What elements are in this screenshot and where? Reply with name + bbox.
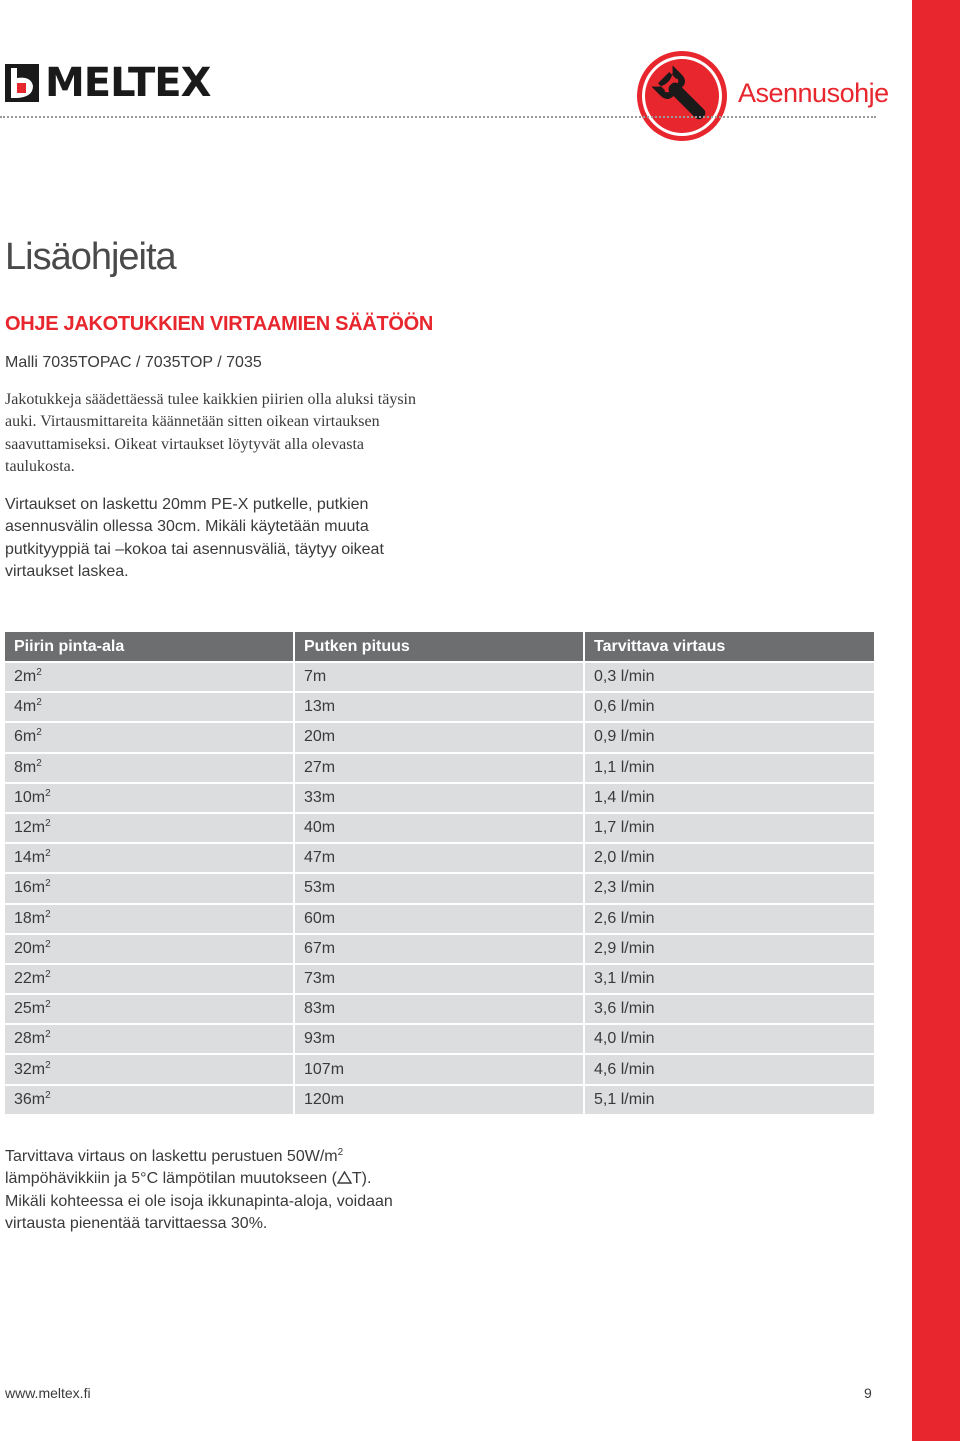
cell-area: $12m^2$ — [5, 812, 295, 842]
cell-length: 27m — [295, 752, 585, 782]
cell-flow: 0,3 l/min — [585, 661, 874, 691]
cell-flow: 2,3 l/min — [585, 872, 874, 902]
table-row — [5, 782, 874, 812]
table-row — [5, 691, 874, 721]
table-row — [5, 1053, 874, 1083]
cell-length: 73m — [295, 963, 585, 993]
cell-flow: 2,9 l/min — [585, 933, 874, 963]
note-superscript: 2 — [337, 1147, 344, 1158]
cell-area: $36m^2$ — [5, 1084, 295, 1114]
page-number: 9 — [864, 1385, 872, 1401]
calculation-paragraph: Virtaukset on laskettu 20mm PE-X putkelle, putkien asennusvälin ollessa 30cm. Mikäli käytetään muuta putkityyppiä tai –kokoa tai asennusväliä, täytyy oikeat virtaukset laskea. — [5, 496, 384, 580]
cell-flow: 1,4 l/min — [585, 782, 874, 812]
note-line1: Tarvittava virtaus on laskettu perustuen 50W/m — [5, 1148, 338, 1165]
footer-url[interactable]: www.meltex.fi — [5, 1385, 91, 1401]
cell-length: 33m — [295, 782, 585, 812]
cell-area: $6m^2$ — [5, 721, 295, 751]
cell-length: 83m — [295, 993, 585, 1023]
table-header-row — [5, 632, 874, 661]
cell-length: 93m — [295, 1023, 585, 1053]
cell-area: $18m^2$ — [5, 903, 295, 933]
table-row — [5, 812, 874, 842]
wrench-icon — [636, 50, 728, 142]
column-header-length: Putken pituus — [295, 632, 585, 661]
cell-flow: 3,6 l/min — [585, 993, 874, 1023]
cell-flow: 0,9 l/min — [585, 721, 874, 751]
cell-length: 13m — [295, 691, 585, 721]
cell-area: $14m^2$ — [5, 842, 295, 872]
cell-length: 40m — [295, 812, 585, 842]
section-title: OHJE JAKOTUKKIEN VIRTAAMIEN SÄÄTÖÖN — [5, 313, 434, 335]
cell-area: $4m^2$ — [5, 691, 295, 721]
cell-flow: 0,6 l/min — [585, 691, 874, 721]
model-line: Malli 7035TOPAC / 7035TOP / 7035 — [5, 354, 262, 371]
cell-area: $28m^2$ — [5, 1023, 295, 1053]
table-row — [5, 661, 874, 691]
table-row — [5, 993, 874, 1023]
table-row — [5, 842, 874, 872]
side-color-band — [912, 0, 960, 1441]
cell-length: 47m — [295, 842, 585, 872]
table-row — [5, 752, 874, 782]
document-type-title: Asennusohje — [738, 78, 889, 108]
page-header — [0, 0, 912, 120]
table-row — [5, 933, 874, 963]
cell-area: $2m^2$ — [5, 661, 295, 691]
note-line2-end: T). — [351, 1170, 372, 1188]
table-row — [5, 903, 874, 933]
footnote — [5, 1146, 445, 1235]
intro-paragraph: Jakotukkeja säädettäessä tulee kaikkien piirien olla aluksi täysin auki. Virtausmittareita käännetään sitten oikean virtauksen saavuttamiseksi. Oikeat virtaukset löytyvät alla olevasta taulukosta. — [5, 391, 416, 475]
brand-logo — [5, 62, 210, 104]
cell-length: 67m — [295, 933, 585, 963]
cell-area: $20m^2$ — [5, 933, 295, 963]
cell-length: 53m — [295, 872, 585, 902]
cell-flow: 1,1 l/min — [585, 752, 874, 782]
table-row — [5, 1023, 874, 1053]
header-divider — [0, 116, 876, 118]
note-line2: lämpöhävikkiin ja 5°C lämpötilan muutokseen ( — [5, 1170, 337, 1188]
cell-length: 60m — [295, 903, 585, 933]
cell-area: $32m^2$ — [5, 1053, 295, 1083]
cell-length: 20m — [295, 721, 585, 751]
cell-flow: 4,6 l/min — [585, 1053, 874, 1083]
column-header-area: Piirin pinta-ala — [5, 632, 295, 661]
page-title: Lisäohjeita — [5, 236, 176, 278]
cell-length: 120m — [295, 1084, 585, 1114]
cell-flow: 2,6 l/min — [585, 903, 874, 933]
table-row — [5, 963, 874, 993]
cell-length: 107m — [295, 1053, 585, 1083]
table-row — [5, 721, 874, 751]
cell-flow: 2,0 l/min — [585, 842, 874, 872]
flow-table — [5, 632, 874, 1114]
table-body — [5, 661, 874, 1114]
delta-triangle-icon — [337, 1171, 352, 1184]
cell-area: $8m^2$ — [5, 752, 295, 782]
cell-flow: 1,7 l/min — [585, 812, 874, 842]
cell-flow: 3,1 l/min — [585, 963, 874, 993]
logo-mark-icon — [5, 64, 39, 102]
cell-area: $22m^2$ — [5, 963, 295, 993]
cell-length: 7m — [295, 661, 585, 691]
table-row — [5, 872, 874, 902]
table-row — [5, 1084, 874, 1114]
column-header-flow: Tarvittava virtaus — [585, 632, 874, 661]
cell-area: $10m^2$ — [5, 782, 295, 812]
brand-name: MELTEX — [45, 60, 211, 106]
cell-flow: 4,0 l/min — [585, 1023, 874, 1053]
cell-area: $25m^2$ — [5, 993, 295, 1023]
cell-area: $16m^2$ — [5, 872, 295, 902]
cell-flow: 5,1 l/min — [585, 1084, 874, 1114]
note-line3: Mikäli kohteessa ei ole isoja ikkunapinta-aloja, voidaan virtausta pienentää tarvittaessa 30%. — [5, 1192, 393, 1232]
